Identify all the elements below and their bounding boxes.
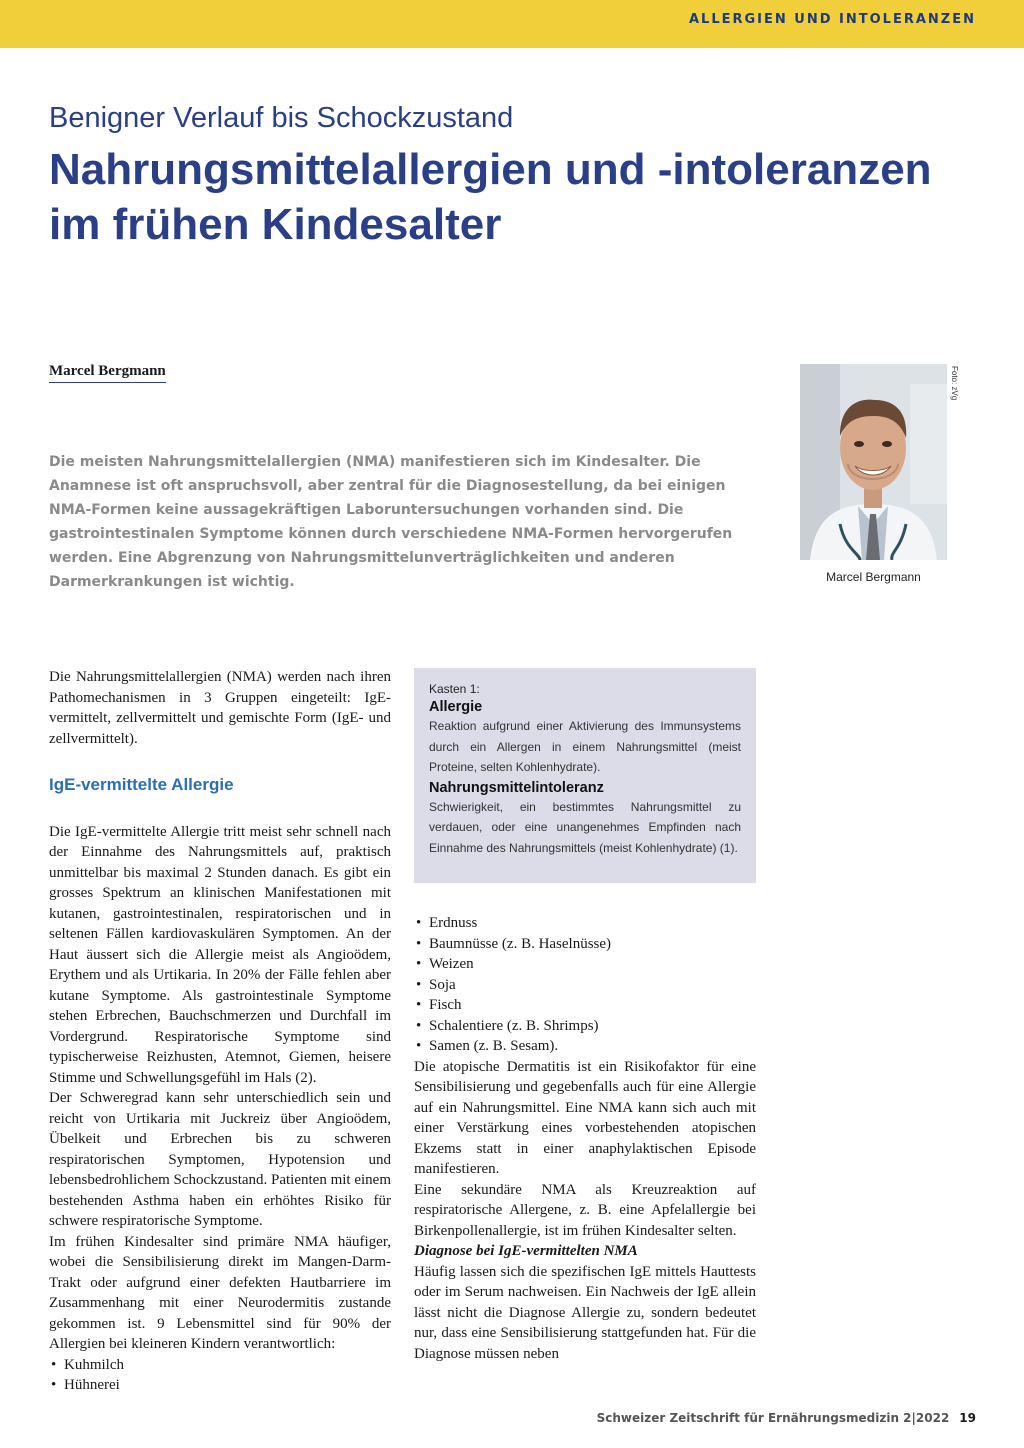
photo-credit: Foto: zVg — [950, 366, 959, 401]
text-column-2 — [414, 913, 756, 1364]
subheading-diagnosis: Diagnose bei IgE-vermittelten NMA — [414, 1243, 638, 1259]
definition-box — [414, 668, 756, 883]
allergen-list — [414, 913, 756, 1057]
body-paragraph: Der Schweregrad kann sehr unterschiedlich sein und reicht von Urtikaria mit Juckreiz über Angioödem, Übelkeit und Erbrechen bis zu schweren respiratorischen Symptomen, Hypotension und lebensbedrohlichem Schockzustand. Patienten mit einem bestehenden Asthma haben ein erhöhtes Risiko für schwere respiratorische Symptome. — [49, 1090, 391, 1229]
body-paragraph: Die atopische Dermatitis ist ein Risikofaktor für eine Sensibilisierung und gegebenfalls auch für eine Allergie auf ein Nahrungsmittel. Eine NMA kann sich auch mit einer Verstärkung eines vorbestehenden atopischen Ekzems statt in einer anaphylaktischen Episode manifestieren. — [414, 1058, 756, 1177]
list-item: • Hühnerei — [49, 1375, 391, 1396]
list-item: • Weizen — [414, 954, 756, 975]
page-footer — [597, 1411, 976, 1425]
list-item: • Samen (z. B. Sesam). — [414, 1036, 756, 1057]
list-item: • Fisch — [414, 995, 756, 1016]
article-title: Nahrungsmittelallergien und -intoleranzen im frühen Kindesalter — [49, 145, 932, 249]
body-paragraph: Im frühen Kindesalter sind primäre NMA häufiger, wobei die Sensibilisierung direkt im Mangen-Darm-Trakt oder aufgrund einer defekten Hautbarriere im Zusammenhang mit einer Neurodermitis zustande gekommen ist. 9 Lebensmittel sind für 90% der Allergien bei kleineren Kindern verantwortlich: — [49, 1233, 391, 1352]
text-column-1 — [49, 667, 391, 1396]
list-item: • Soja — [414, 975, 756, 996]
body-paragraph: Häufig lassen sich die spezifischen IgE mittels Hauttests oder im Serum nachweisen. Ein Nachweis der IgE allein lässt nicht die Diagnose Allergie zu, sondern bedeutet nur, dass eine Sensibilisierung stattgefunden hat. Für die Diagnose müssen neben — [414, 1263, 756, 1362]
article-kicker: Benigner Verlauf bis Schockzustand — [49, 102, 514, 134]
box-label: Kasten 1: — [429, 682, 480, 696]
subheading-ige: IgE-vermittelte Allergie — [49, 775, 234, 794]
list-item: • Baumnüsse (z. B. Haselnüsse) — [414, 934, 756, 955]
intro-paragraph: Die Nahrungsmittelallergien (NMA) werden nach ihren Pathomechanismen in 3 Gruppen eingeteilt: IgE-vermittelt, zellvermittelt und gemischte Form (IgE- und zellvermittelt). — [49, 669, 391, 747]
box-term-intolerance: Nahrungsmittelintoleranz — [429, 779, 604, 796]
body-paragraph: Eine sekundäre NMA als Kreuzreaktion auf respiratorische Allergene, z. B. eine Apfelallergie bei Birkenpollenallergie, ist im frühen Kindesalter selten. — [414, 1181, 756, 1239]
top-color-bar — [0, 0, 1024, 48]
list-item: • Erdnuss — [414, 913, 756, 934]
page-number: 19 — [959, 1411, 976, 1425]
box-definition: Schwierigkeit, ein bestimmtes Nahrungsmittel zu verdauen, oder eine unangenehmes Empfinden nach Einnahme des Nahrungsmittels (meist Kohlenhydrate) (1). — [429, 799, 741, 855]
box-term-allergy: Allergie — [429, 699, 483, 715]
section-label: ALLERGIEN UND INTOLERANZEN — [688, 12, 976, 27]
box-definition: Reaktion aufgrund einer Aktivierung des Immunsystems durch ein Allergen in einem Nahrungsmittel (meist Proteine, selten Kohlenhydrate). — [429, 719, 741, 774]
body-paragraph: Die IgE-vermittelte Allergie tritt meist sehr schnell nach der Einnahme des Nahrungsmittels auf, praktisch unmittelbar bis maximal 2 Stunden danach. Es gibt ein grosses Spektrum an klinischen Manifestationen mit kutanen, gastrointestinalen, respiratorischen und in seltenen Fällen kardiovaskulären Symptomen. An der Haut äussert sich die Allergie meist als Angioödem, Erythem und als Urtikaria. In 20% der Fälle fehlen aber kutane Symptome. Als gastrointestinale Symptome stehen Erbrechen, Bauchschmerzen und Durchfall im Vordergrund. Respiratorische Symptome sind typischerweise Reizhusten, Atemnot, Giemen, heisere Stimme und Schwellungsgefühl im Hals (2). — [49, 823, 391, 1086]
author-portrait-image — [800, 364, 947, 560]
lead-paragraph: Die meisten Nahrungsmittelallergien (NMA) manifestieren sich im Kindesalter. Die Anamnese ist oft anspruchsvoll, aber zentral für die Diagnosestellung, da bei einigen NMA-Formen keine aussagekräftigen Laboruntersuchungen vorhanden sind. Die gastrointestinalen Symptome können durch verschiedene NMA-Formen hervorgerufen werden. Eine Abgrenzung von Nahrungsmittelunverträglichkeiten und anderen Darmerkrankungen ist wichtig. — [49, 454, 733, 590]
allergen-list — [49, 1355, 391, 1396]
author-photo — [800, 364, 947, 560]
photo-caption: Marcel Bergmann — [826, 570, 921, 584]
author-name: Marcel Bergmann — [49, 363, 166, 383]
journal-name: Schweizer Zeitschrift für Ernährungsmedizin 2|2022 — [596, 1411, 950, 1425]
list-item: • Schalentiere (z. B. Shrimps) — [414, 1016, 756, 1037]
list-item: • Kuhmilch — [49, 1355, 391, 1376]
